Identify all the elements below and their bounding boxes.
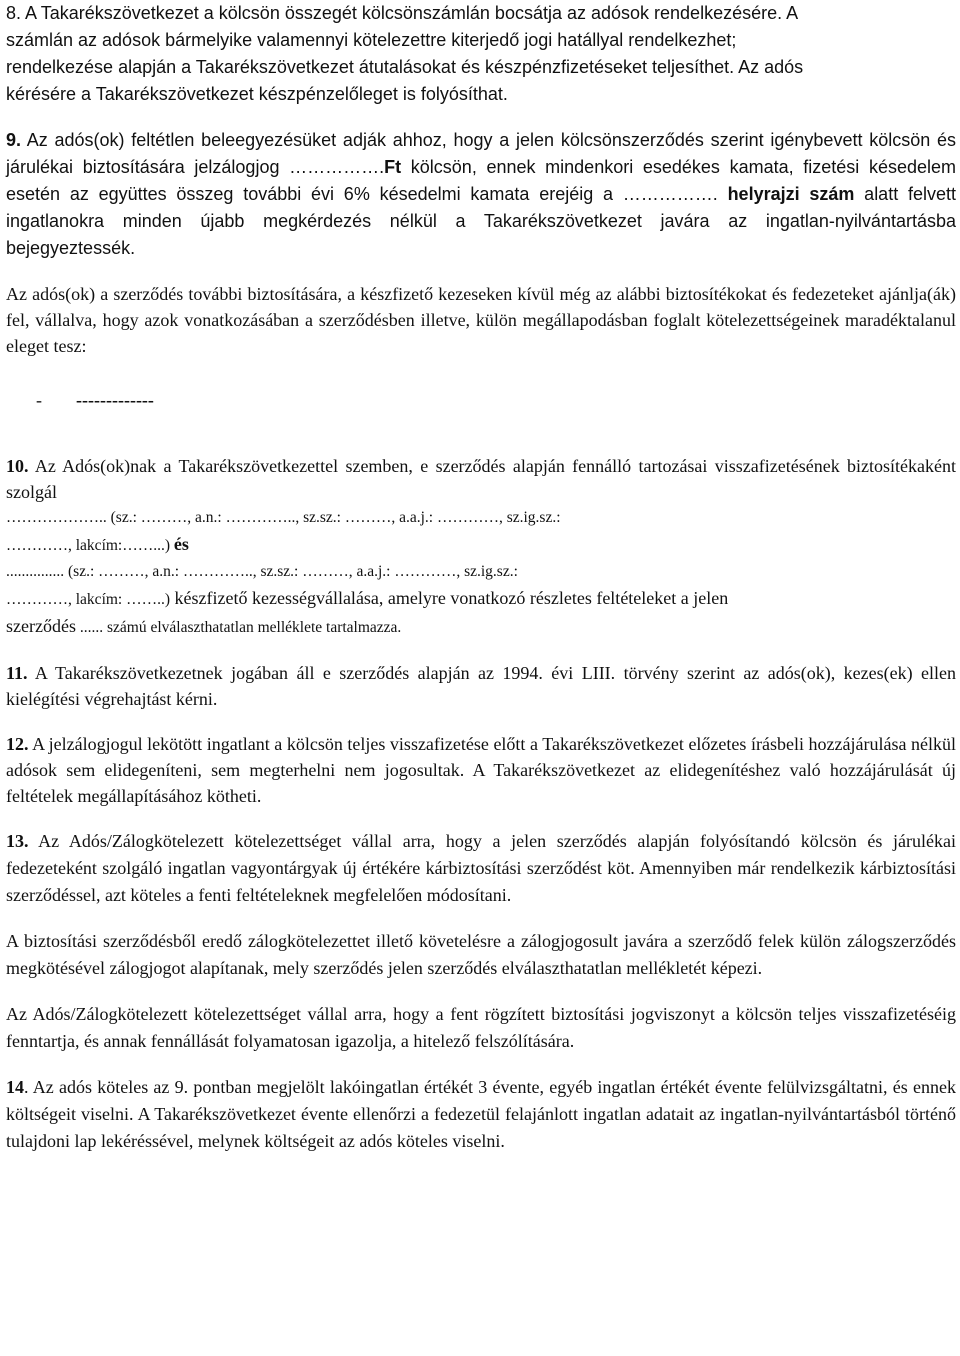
section-11 [6,660,956,712]
section-8-line: 8. A Takarékszövetkezet a kölcsön összegét kölcsönszámlán bocsátja az adósok rendelkezésére. A [6,3,799,23]
section-9-text-3: alatt felvett ingatlanokra minden újabb megkérdezés nélkül a Takarékszövetkezet javára az ingatlan-nyilvántartásba bejegyeztessék. [6,184,956,258]
section-14-text: . Az adós köteles az 9. pontban megjelölt lakóingatlan értékét 3 évente, egyéb ingatlan értékét évente felülvizsgáltatni, és ennek költségeit viselni. A Takarékszövetkezet évente ellenőrzi a fedezetül felajánlott ingatlan adatait az ingatlan-nyilvántartásból történő tulajdoni lap lekéréssével, melynek költségeit az adós köteles viselni. [6,1077,956,1151]
section-number: 9. [6,130,22,150]
section-13-text: Az Adós/Zálogkötelezett kötelezettséget vállal arra, hogy a jelen szerződés alapján folyósítandó kölcsön és járulékai fedezeteként szolgáló ingatlan vagyontárgyak új értékére kárbiztosítási szerződést köt. Amennyiben már rendelkezik kárbiztosítási szerződéssel, azt köteles a fenti feltételeknek megfelelően módosítani. [6,831,956,905]
section-12-text: A jelzálogjogul lekötött ingatlant a kölcsön teljes visszafizetése előtt a Takarékszövetkezet előzetes írásbeli hozzájárulása nélkül adósok sem elidegeníteni, sem megterhelni nem jogosultak. A Takarékszövetkezet az elidegenítéshez való hozzájárulását új feltételek megállapításához kötheti. [6,734,956,806]
section-9-text-1: Az adós(ok) feltétlen beleegyezésüket adják ahhoz, hogy a jelen kölcsönszerződés szerint igénybevett kölcsön és járulékai biztosítására jelzálogjog ……………. [6,130,956,177]
guarantor-2-text: készfizető kezességvállalása, amelyre vonatkozó részletes feltételeket a jelen [170,588,729,608]
conjunction: és [173,534,189,554]
guarantor-2-line [6,585,956,613]
section-number: 10. [6,456,29,476]
guarantor-2-text: szerződés [6,616,76,636]
guarantor-1-line: ……………….. (sz.: ………, a.n.: ………….., sz.sz.: ………, a.a.j.: …………, sz.ig.sz.: [6,509,561,526]
list-dash: - [36,390,42,410]
guarantor-2-line: ............... (sz.: ………, a.n.: ………….., sz.sz.: ………, a.a.j.: …………, sz.ig.sz.: [6,563,518,580]
section-9-text-2: kölcsön, ennek mindenkori esedékes kamata, fizetési késedelem esetén az együttes összeg további évi 6% késedelmi kamata erejéig a ……………. [6,157,956,204]
section-10-text: Az Adós(ok)nak a Takarékszövetkezettel szemben, e szerződés alapján fennálló tartozásai visszafizetésének biztosítékaként szolgál [6,456,956,502]
collateral-list-item [6,387,956,413]
section-9 [6,127,956,262]
section-8-line: rendelkezése alapján a Takarékszövetkezet átutalásokat és készpénzfizetéseket teljesíthet. Az adós [6,57,804,77]
obligation-paragraph: Az Adós/Zálogkötelezett kötelezettséget vállal arra, hogy a fent rögzített biztosítási jogviszonyt a kölcsön teljes visszafizetéséig fenntartja, és annak fennállását folyamatosan igazolja, a hitelező felszólítására. [6,1004,956,1051]
security-paragraph: Az adós(ok) a szerződés további biztosítására, a készfizető kezeseken kívül még az alábbi biztosítékokat és fedezeteket ajánlja(ák) fel, vállalva, hogy azok vonatkozásában a szerződésben illetve, külön megállapodásban foglalt kötelezettségeinek maradéktalanul eleget tesz: [6,284,956,356]
list-item-placeholder: ------------- [76,390,154,410]
section-10 [6,453,956,641]
currency-label: Ft [384,157,402,177]
section-13 [6,828,956,909]
section-14 [6,1074,956,1155]
section-number: 12. [6,734,29,754]
guarantor-1-address: …………, lakcím:……...) [6,537,174,554]
section-number: 13. [6,831,29,851]
guarantor-2-address: …………, lakcím: ……..) [6,591,171,608]
section-10-intro [6,453,956,505]
section-number: 14 [6,1077,24,1097]
appendix-reference: ...... számú elválaszthatatlan melléklete tartalmazza. [75,619,402,636]
section-11-text: A Takarékszövetkezetnek jogában áll e szerződés alapján az 1994. évi LIII. törvény szerint az adós(ok), kezes(ek) ellen kielégítési végrehajtást kérni. [6,663,956,709]
guarantor-1-line [6,531,956,559]
guarantor-2-line [6,613,956,641]
section-12 [6,731,956,809]
section-8-line: számlán az adósok bármelyike valamennyi kötelezettre kiterjedő jogi hatállyal rendelkezhet; [6,30,737,50]
insurance-paragraph: A biztosítási szerződésből eredő zálogkötelezettet illető követelésre a zálogjogosult javára a szerződő felek külön zálogszerződés megkötésével zálogjogot alapítanak, mely szerződés jelen szerződés elválaszthatatlan mellékletét képezi. [6,931,956,978]
parcel-number-label: helyrajzi szám [727,184,855,204]
section-8 [6,0,956,108]
section-8-line: kérésére a Takarékszövetkezet készpénzelőleget is folyósíthat. [6,84,508,104]
section-number: 11. [6,663,28,683]
